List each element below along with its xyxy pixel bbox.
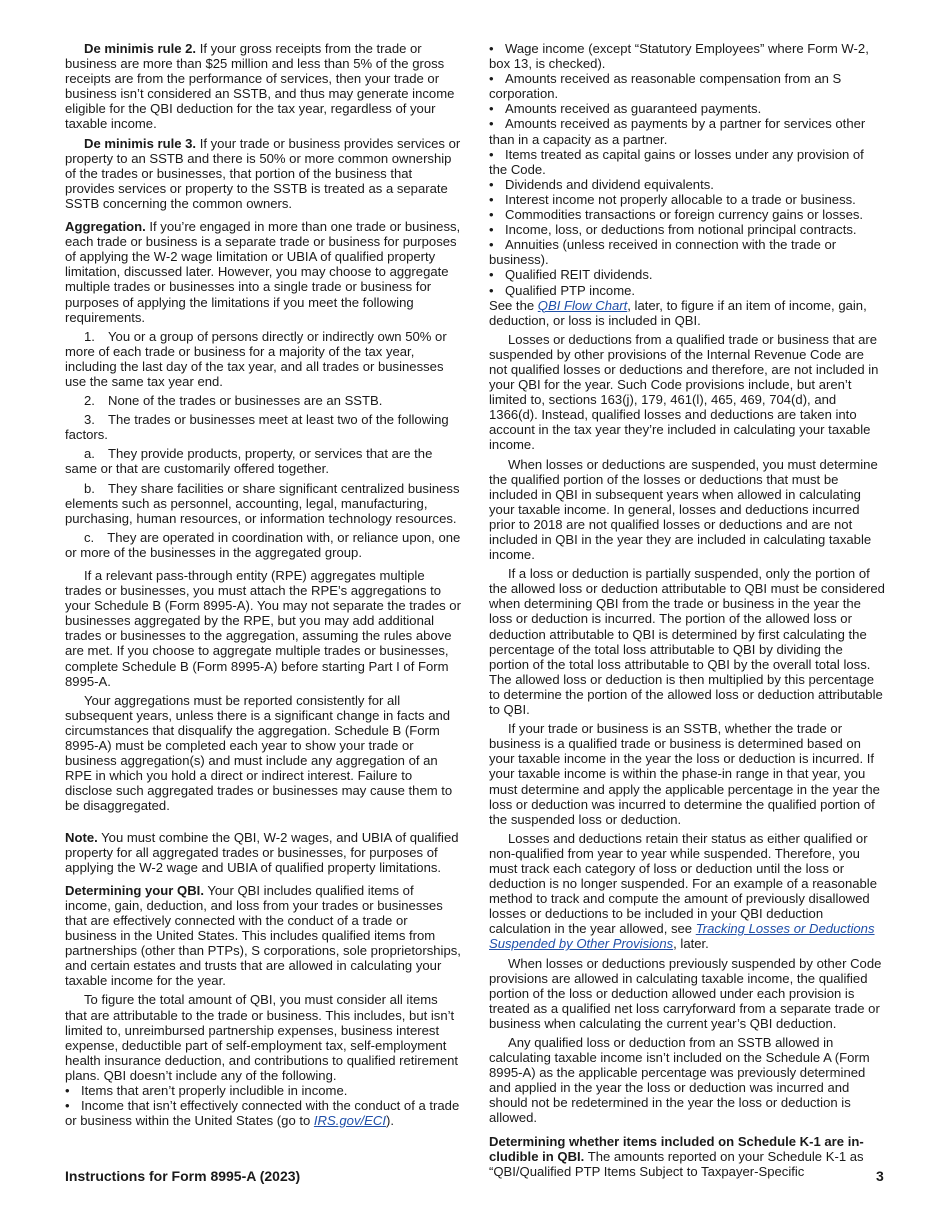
sstb-paragraph: If your trade or business is an SSTB, whether the trade or business is a qualified trade or business is determined based on your taxable income in the year the loss or deduction is incurred. If your taxable income is within the phase-in range in that year, you must determine and apply the applicable percentage in the year the loss or deduction was incurred to determine the qualified portion of the suspended loss or deduction. [489, 721, 880, 827]
footer-title: Instructions for Form 8995-A (2023) [65, 1168, 301, 1184]
bullet-icon: • [489, 41, 494, 56]
schedule-k1-paragraph: Determining whether items included on Schedule K-1 are includible in QBI. The amounts reported on your Schedule K-1 as “QBI/Qualified PTP Items Subject to Taxpayer-Specific [489, 1133, 864, 1179]
bullet-icon: • [489, 101, 494, 117]
list-item: • Items treated as capital gains or losses under any provision of the Code. [489, 146, 864, 177]
flow-chart-reference: See the QBI Flow Chart, later, to figure if an item of income, gain, deduction, or loss is included in QBI. [489, 297, 867, 328]
determining-qbi-paragraph: Determining your QBI. Your QBI includes qualified items of income, gain, deduction, and loss from your trades or businesses that are effectively connected with the conduct of a trade or business in the United States. This includes qualified items from partnerships (other than PTPs), S corporations, sole proprietorships, and certain estates and trusts that are allowed in calculating your taxable income for the year. [65, 882, 461, 989]
retain-status-paragraph: Losses and deductions retain their status as either qualified or non-qualified from year to year while suspended. Therefore, you must track each category of loss or deduction until the loss or deduction is no longer suspended. For an example of a reasonable method to track and compute the amount of previously disallowed losses or deductions to be included in your QBI deduction calculation in the year allowed, see Tracking Losses or Deductions Suspended by Other Provisions, later. [489, 830, 877, 952]
bullet-icon: • [489, 191, 494, 207]
requirement-2: 2. None of the trades or businesses are an SSTB. [84, 393, 383, 409]
bullet-icon: • [65, 1098, 70, 1114]
bullet-icon: • [489, 222, 494, 238]
bullet-icon: • [65, 1083, 70, 1098]
sstb-allowed-paragraph: Any qualified loss or deduction from an SSTB allowed in calculating taxable income isn’t included on the Schedule A (Form 8995-A) as the applicable percentage was previously determined and applied in the year the loss or deduction was incurred and should not be redetermined in the year the loss or deduction is allowed. [489, 1035, 870, 1126]
list-item: • Income, loss, or deductions from notional principal contracts. [489, 222, 857, 238]
suspended-losses-paragraph: Losses or deductions from a qualified trade or business that are suspended by other provisions of the Internal Revenue Code are not qualified losses or deductions and therefore, are not included in your QBI for the year. Such Code provisions include, but aren’t limited to, sections 163(j), 179, 461(l), 465, 469, 704(d), and 1366(d). Instead, qualified losses and deductions are taken into account in the tax year they’re included in calculating your taxable income. [489, 331, 879, 453]
list-item: • Annuities (unless received in connection with the trade or business). [489, 237, 837, 268]
qbi-exclusion-list [65, 1083, 462, 1128]
total-qbi-paragraph: To figure the total amount of QBI, you must consider all items that are attributable to the trade or business. This includes, but isn’t limited to, unreimbursed partnership expenses, business interest expense, deductible part of self-employment tax, self-employment health insurance deduction, and contributions to qualified retirement plans. QBI doesn’t include any of the following. [65, 992, 459, 1083]
consistency-paragraph: Your aggregations must be reported consistently for all subsequent years, unless there is a significant change in facts and circumstances that disqualify the aggregation. Schedule B (Form 8995-A) must be completed each year to show your trade or business aggregation(s) and must include any aggregation of an RPE in which you hold a direct or indirect interest. Failure to disclose such aggregated trades or businesses may cause them to be disaggregated. [65, 692, 453, 814]
requirement-1: 1. You or a group of persons directly or indirectly own 50% or more of each trade or business for a majority of the tax year, including the last day of the tax year, and all trades or businesses use the same tax year end. [65, 328, 447, 389]
qbi-flow-chart-link[interactable]: QBI Flow Chart [537, 297, 628, 313]
note-paragraph: Note. You must combine the QBI, W-2 wages, and UBIA of qualified property for all aggregated trades or businesses, for purposes of applying the W-2 wage and UBIA of qualified property limitations. [65, 829, 459, 875]
aggregation-paragraph: Aggregation. If you’re engaged in more than one trade or business, each trade or business is a separate trade or business for purposes of applying the W-2 wage limitation or UBIA of qualified property limitation, discussed later. However, you may choose to aggregate multiple trades or businesses into a single trade or business for purposes of applying the limitations if you meet the following requirements. [65, 219, 461, 325]
bullet-icon: • [489, 237, 494, 253]
de-minimis-rule-2: De minimis rule 2. If your gross receipts from the trade or business are more than $25 million and less than 5% of the gross receipts are from the performance of services, then your trade or business isn’t considered an SSTB, and thus may generate income eligible for the QBI deduction for the tax year, regardless of your taxable income. [65, 41, 455, 132]
factor-c: c. They are operated in coordination with, or reliance upon, one or more of the businesses in the aggregated group. [65, 529, 461, 560]
qbi-exclusion-list-continued [489, 41, 885, 298]
list-item: • Qualified REIT dividends. [489, 267, 653, 283]
bullet-icon: • [489, 116, 494, 132]
list-item: • Commodities transactions or foreign currency gains or losses. [489, 207, 864, 223]
list-item: • Amounts received as reasonable compensation from an S corporation. [489, 71, 842, 102]
rpe-paragraph: If a relevant pass-through entity (RPE) aggregates multiple trades or businesses, you must attach the RPE’s aggregations to your Schedule B (Form 8995-A). You may not separate the trades or businesses aggregated by the RPE, but you may add additional trades or businesses to the aggregation, assuming the rules above are met. If you choose to aggregate multiple trades or businesses, complete Schedule B (Form 8995-A) before starting Part I of Form 8995-A. [65, 568, 461, 689]
right-column [489, 41, 885, 1179]
left-column [65, 41, 462, 1128]
list-item: • Items that aren’t properly includible in income. [65, 1083, 348, 1098]
list-item: • Wage income (except “Statutory Employees” where Form W-2, box 13, is checked). [489, 41, 869, 72]
requirement-3: 3. The trades or businesses meet at least two of the following factors. [65, 412, 449, 443]
list-item: • Interest income not properly allocable to a trade or business. [489, 191, 856, 207]
list-item: • Income that isn’t effectively connected with the conduct of a trade or business within the United States (go to IRS.gov/ECI). [65, 1098, 460, 1129]
list-item: • Dividends and dividend equivalents. [489, 176, 714, 192]
bullet-icon: • [489, 267, 494, 283]
bullet-icon: • [489, 71, 494, 87]
qualified-portion-paragraph: When losses or deductions are suspended, you must determine the qualified portion of the losses or deductions that must be included in QBI in subsequent years when allowed in calculating your taxable income. In general, losses and deductions incurred prior to 2018 are not qualified losses or deductions and are not included in QBI in the year they are included in calculating taxable income. [489, 456, 878, 563]
tracking-losses-link[interactable]: Tracking Losses or Deductions Suspended by Other Provisions [489, 921, 875, 952]
bullet-icon: • [489, 146, 494, 162]
list-item: • Qualified PTP income. [489, 282, 636, 298]
bullet-icon: • [489, 176, 494, 192]
page-number: 3 [876, 1168, 884, 1184]
factor-a: a. They provide products, property, or services that are the same or that are customarily offered together. [65, 446, 433, 477]
list-item: • Amounts received as guaranteed payments. [489, 101, 762, 117]
list-item: • Amounts received as payments by a partner for services other than in a capacity as a partner. [489, 116, 866, 147]
partially-suspended-paragraph: If a loss or deduction is partially suspended, only the portion of the allowed loss or deduction attributable to QBI must be considered when determining QBI from the trade or business in the year the loss or deduction is incurred. The portion of the allowed loss or deduction attributable to QBI is determined by first calculating the percentage of the total loss attributable to QBI by dividing the portion of the total loss attributable to QBI by the overall total loss. The allowed loss or deduction is then multiplied by this percentage to determine the portion of the allowed loss or deduction attributable to QBI. [489, 566, 885, 718]
previously-suspended-paragraph: When losses or deductions previously suspended by other Code provisions are allowed in calculating taxable income, the qualified portion of the loss or deduction allowed under each provision is treated as a qualified net loss carryforward from a separate trade or business when calculating the current year’s QBI deduction. [489, 955, 882, 1031]
de-minimis-rule-3: De minimis rule 3. If your trade or business provides services or property to an SSTB and there is 50% or more common ownership of the trades or businesses, that portion of the business that provides services or property to the SSTB is treated as a separate SSTB concerning the common owners. [65, 135, 461, 211]
bullet-icon: • [489, 282, 494, 298]
irs-eci-link[interactable]: IRS.gov/ECI [313, 1113, 386, 1129]
bullet-icon: • [489, 207, 494, 223]
factor-b: b. They share facilities or share significant centralized business elements such as personnel, accounting, legal, manufacturing, purchasing, human resources, or information technology resources. [65, 480, 460, 526]
